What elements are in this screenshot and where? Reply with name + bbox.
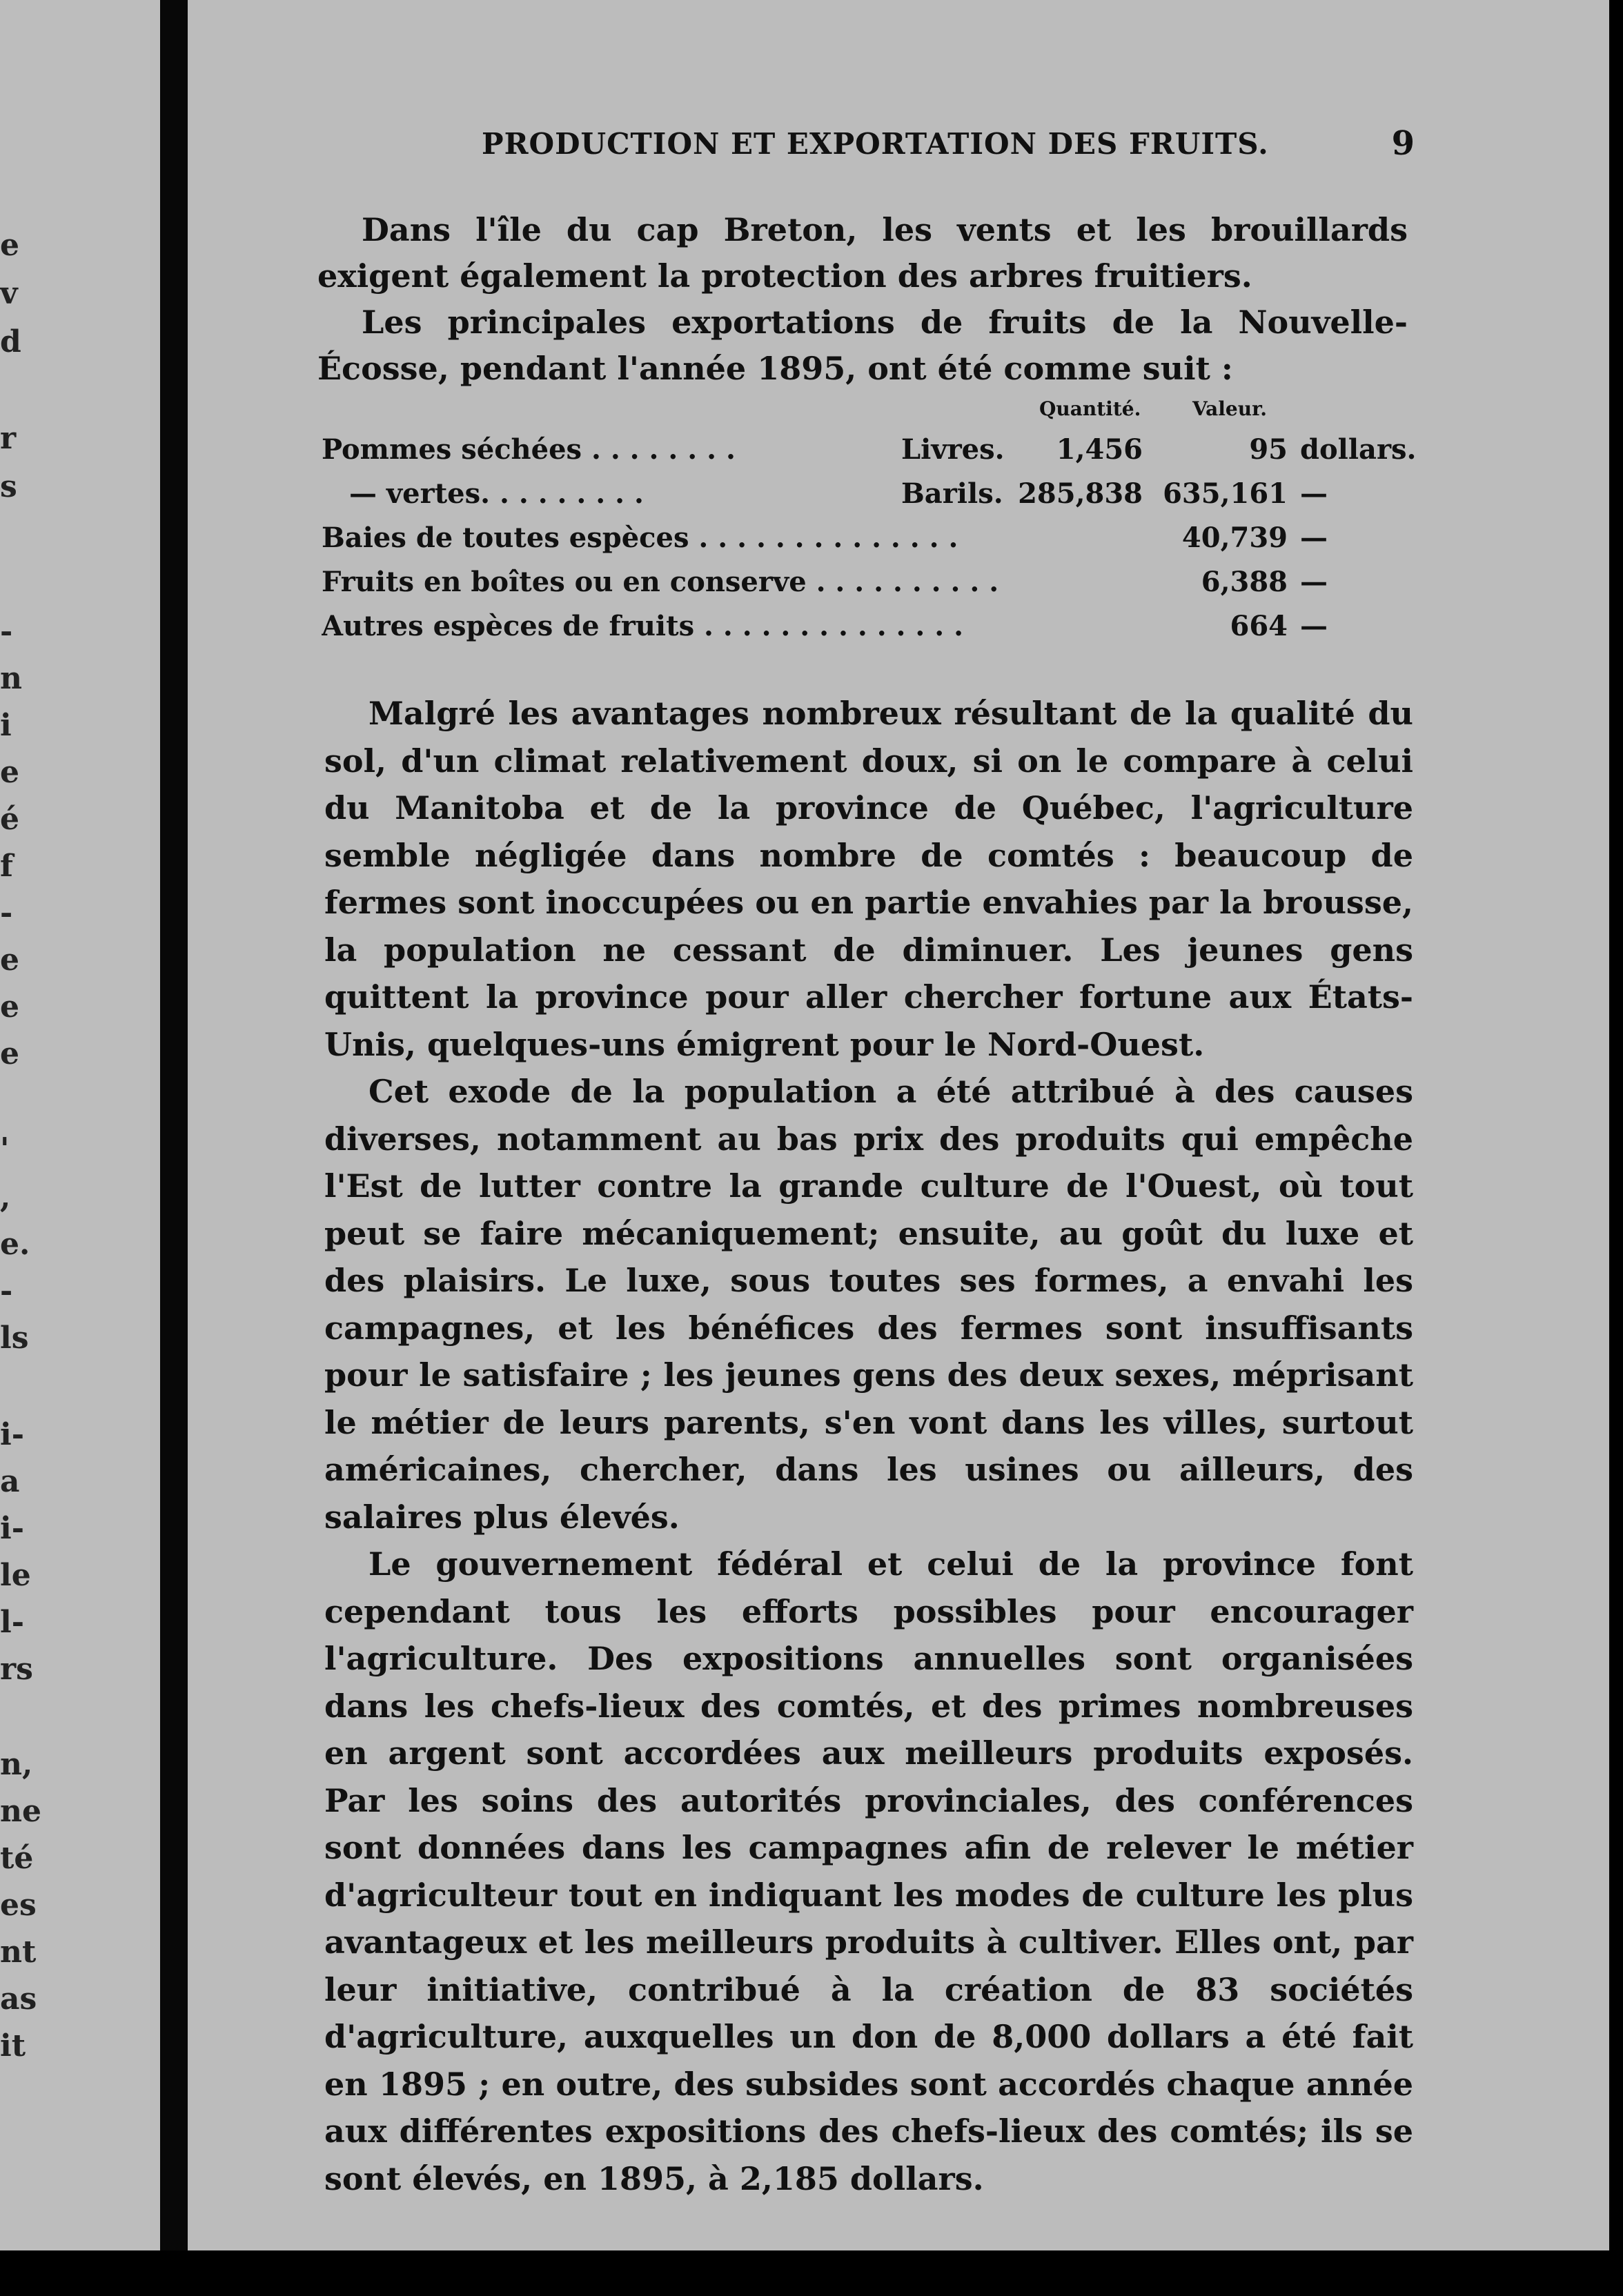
paragraph: Cet exode de la population a été attribué à des causes diverses, notamment au bas prix des produits qui empêche l'Est de lutter contre la grande culture de l'Ouest, où tout peut se faire mécaniquement; ensuite, au goût du luxe et des plaisirs. Le luxe, sous toutes ses formes, a envahi les campagnes, et les bénéfices des fermes sont insuffisants pour le satisfaire ; les jeunes gens des deux sexes, méprisant le métier de leurs parents, s'en vont dans les villes, surtout américaines, chercher, dans les usines ou ailleurs, des salaires plus élevés. — [324, 1073, 1413, 1536]
row-label: — vertes. . . . . . . . . — [349, 477, 644, 510]
left-fragment: ls — [0, 1320, 29, 1356]
running-title: PRODUCTION ET EXPORTATION DES FRUITS. — [482, 127, 1269, 161]
left-fragment: - — [0, 895, 13, 931]
running-header — [290, 124, 1415, 168]
left-fragment: i- — [0, 1417, 24, 1452]
left-fragment: i — [0, 708, 12, 743]
row-label: Fruits en boîtes ou en conserve . . . . . . . . . . — [322, 566, 999, 598]
left-fragment: a — [0, 1464, 20, 1499]
table-row — [322, 433, 1417, 477]
left-fragment: rs — [0, 1652, 33, 1687]
left-fragment: l- — [0, 1605, 24, 1640]
left-fragment: - — [0, 1274, 13, 1309]
row-label: Pommes séchées . . . . . . . . — [322, 433, 736, 466]
row-quantity: 285,838 — [1018, 477, 1143, 510]
quantity-column-header: Quantité. — [1039, 397, 1141, 420]
scan-border-right — [1609, 0, 1623, 2296]
table-row — [322, 566, 1412, 610]
row-value: 6,388 — [1201, 566, 1288, 598]
left-fragment: e — [0, 989, 19, 1025]
row-label: Baies de toutes espèces . . . . . . . . . . . . . . — [322, 522, 958, 554]
row-currency: — — [1300, 522, 1328, 554]
left-fragment: as — [0, 1981, 37, 2017]
scan-border-bottom — [0, 2250, 1623, 2296]
left-fragment: it — [0, 2028, 26, 2064]
row-unit: Livres. — [901, 433, 1005, 466]
paragraph: Le gouvernement fédéral et celui de la province font cependant tous les efforts possibles pour encourager l'agriculture. Des expositions annuelles sont organisées dans les chefs-lieux des comtés, et des primes nombreuses en argent sont accordées aux meilleurs produits exposés. Par les soins des autorités provinciales, des conférences sont données dans les campagnes afin de relever le métier d'agriculteur tout en indiquant les modes de culture les plus avantageux et les meilleurs produits à cultiver. Elles ont, par leur initiative, contribué à la création de 83 sociétés d'agriculture, auxquelles un don de 8,000 dollars a été fait en 1895 ; en outre, des subsides sont accordés chaque année aux différentes expositions des chefs-lieux des comtés; ils se sont élevés, en 1895, à 2,185 dollars. — [324, 1545, 1413, 2197]
paragraph: Malgré les avantages nombreux résultant de la qualité du sol, d'un climat relativement doux, si on le compare à celui du Manitoba et de la province de Québec, l'agriculture semble négligée dans nombre de comtés : beaucoup de fermes sont inoccupées ou en partie envahies par la brousse, la population ne cessant de diminuer. Les jeunes gens quittent la province pour aller chercher fortune aux États-Unis, quelques-uns émigrent pour le Nord-Ouest. — [324, 695, 1413, 1063]
body-text — [324, 690, 1413, 2202]
row-label: Autres espèces de fruits . . . . . . . . . . . . . . — [322, 610, 964, 642]
paragraph: Dans l'île du cap Breton, les vents et les brouillards exigent également la protection des arbres fruitiers. — [317, 211, 1408, 295]
row-currency: dollars. — [1300, 433, 1417, 466]
row-value: 95 — [1249, 433, 1288, 466]
row-currency: — — [1300, 477, 1328, 510]
left-fragment: n, — [0, 1747, 33, 1782]
paragraph: Les principales exportations de fruits de la Nouvelle-Écosse, pendant l'année 1895, ont été comme suit : — [317, 304, 1408, 387]
left-fragment: e — [0, 1036, 19, 1071]
left-fragment: nt — [0, 1934, 37, 1970]
row-value: 664 — [1230, 610, 1288, 642]
previous-page-edge — [0, 0, 160, 2296]
table-row — [322, 522, 1412, 566]
left-fragment: r — [0, 421, 17, 456]
left-fragment: té — [0, 1841, 34, 1876]
left-fragment: ' — [0, 1131, 10, 1167]
row-value: 635,161 — [1163, 477, 1288, 510]
table-row — [322, 477, 1412, 522]
left-fragment: i- — [0, 1511, 24, 1546]
left-fragment: e — [0, 942, 19, 978]
left-fragment: e. — [0, 1227, 30, 1262]
left-fragment: n — [0, 661, 22, 696]
table-row — [322, 610, 1412, 654]
left-fragment: v — [0, 276, 18, 311]
row-quantity: 1,456 — [1056, 433, 1143, 466]
row-unit: Barils. — [901, 477, 1003, 510]
intro-text — [317, 207, 1408, 392]
left-fragment: - — [0, 614, 13, 649]
left-fragment: le — [0, 1558, 31, 1593]
value-column-header: Valeur. — [1192, 397, 1268, 420]
row-currency: — — [1300, 566, 1328, 598]
page-number: 9 — [1391, 124, 1415, 163]
left-fragment: es — [0, 1888, 37, 1923]
left-fragment: é — [0, 802, 19, 837]
left-fragment: e — [0, 755, 19, 790]
row-value: 40,739 — [1181, 522, 1288, 554]
left-fragment: s — [0, 469, 17, 504]
left-fragment: ne — [0, 1794, 41, 1829]
book-spine-shadow — [160, 0, 188, 2296]
left-fragment: d — [0, 324, 21, 359]
left-fragment: , — [0, 1180, 11, 1215]
left-fragment: e — [0, 228, 19, 263]
row-currency: — — [1300, 610, 1328, 642]
left-fragment: f — [0, 849, 13, 884]
